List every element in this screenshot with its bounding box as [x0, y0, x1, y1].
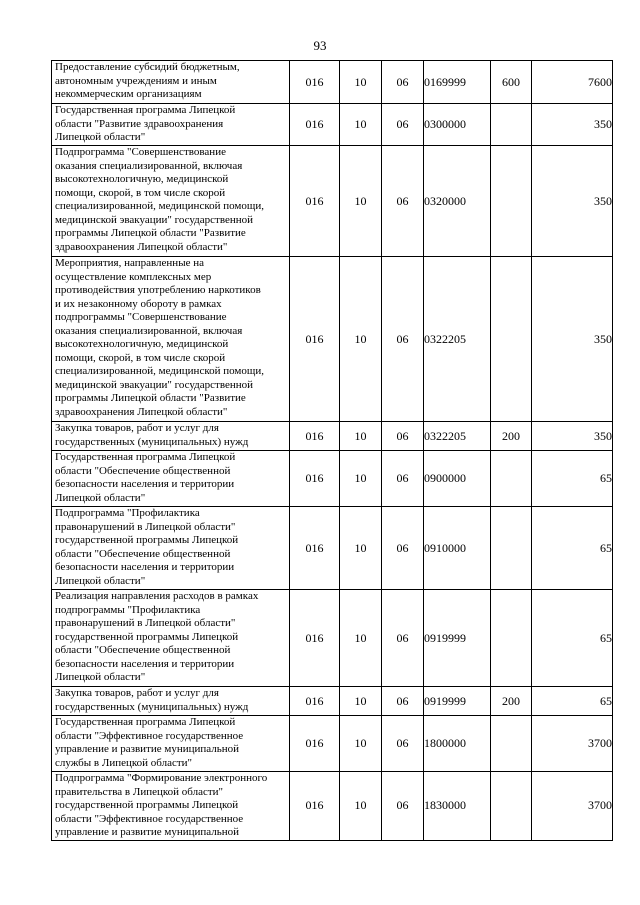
description-line: помощи, скорой, в том числе скорой — [55, 186, 226, 199]
expense-type-cell — [491, 146, 532, 257]
description-line: области "Обеспечение общественной — [55, 644, 231, 656]
table-row — [52, 590, 613, 687]
description-line: Подпрограмма "Профилактика — [55, 507, 200, 519]
description-line: безопасности населения и территории — [55, 561, 235, 573]
section-code-cell: 10 — [340, 772, 382, 841]
description-line: службы в Липецкой области" — [55, 756, 193, 769]
description-line: оказания специализированной, включая — [55, 324, 243, 337]
description-line: автономным учреждениям и иным — [55, 74, 217, 87]
description-line: управление и развитие муниципальной — [55, 826, 240, 838]
amount-cell: 3700 — [532, 772, 613, 841]
amount-cell: 65 — [532, 590, 613, 687]
subsection-code-cell: 06 — [382, 507, 424, 590]
target-article-cell: 0910000 — [424, 507, 491, 590]
target-article-cell: 1830000 — [424, 772, 491, 841]
amount-cell: 350 — [532, 257, 613, 422]
subsection-code-cell: 06 — [382, 61, 424, 104]
table-row — [52, 507, 613, 590]
description-line: Подпрограмма "Совершенствование — [55, 146, 226, 158]
description-line: подпрограммы "Профилактика — [55, 603, 201, 616]
ministry-code-cell: 016 — [290, 716, 340, 772]
amount-cell: 3700 — [532, 716, 613, 772]
target-article-cell: 1800000 — [424, 716, 491, 772]
description-line: Предоставление субсидий бюджетным, — [55, 61, 240, 73]
subsection-code-cell: 06 — [382, 716, 424, 772]
section-code-cell: 10 — [340, 687, 382, 716]
description-line: медицинской эвакуации" государственной — [55, 378, 254, 391]
description-line: государственной программы Липецкой — [55, 799, 239, 811]
subsection-code-cell: 06 — [382, 451, 424, 507]
description-line: помощи, скорой, в том числе скорой — [55, 351, 226, 364]
amount-cell: 65 — [532, 451, 613, 507]
description-line: специализированной, медицинской помощи, — [55, 200, 264, 212]
table-row — [52, 104, 613, 146]
description-line: противодействия употреблению наркотиков — [55, 284, 261, 296]
expense-type-cell — [491, 451, 532, 507]
section-code-cell: 10 — [340, 422, 382, 451]
subsection-code-cell: 06 — [382, 687, 424, 716]
amount-cell: 350 — [532, 146, 613, 257]
description-cell — [52, 146, 290, 257]
table-row — [52, 772, 613, 841]
target-article-cell: 0169999 — [424, 61, 491, 104]
description-line: Липецкой области" — [55, 131, 146, 143]
description-line: подпрограммы "Совершенствование — [55, 311, 227, 323]
expense-type-cell — [491, 590, 532, 687]
description-line: здравоохранения Липецкой области" — [55, 405, 228, 418]
expense-type-cell: 200 — [491, 687, 532, 716]
description-cell — [52, 422, 290, 451]
subsection-code-cell: 06 — [382, 146, 424, 257]
expense-type-cell — [491, 716, 532, 772]
description-line: Реализация направления расходов в рамках — [55, 590, 259, 602]
target-article-cell: 0900000 — [424, 451, 491, 507]
description-line: высокотехнологичную, медицинской — [55, 338, 229, 350]
description-line: области "Эффективное государственное — [55, 729, 244, 742]
description-line: программы Липецкой области "Развитие — [55, 227, 246, 239]
description-line: области "Обеспечение общественной — [55, 547, 231, 560]
description-line: правонарушений в Липецкой области" — [55, 617, 236, 629]
ministry-code-cell: 016 — [290, 772, 340, 841]
page-number: 93 — [313, 38, 327, 53]
ministry-code-cell: 016 — [290, 687, 340, 716]
target-article-cell: 0919999 — [424, 687, 491, 716]
expense-type-cell: 600 — [491, 61, 532, 104]
table-row — [52, 146, 613, 257]
description-cell — [52, 772, 290, 841]
section-code-cell: 10 — [340, 104, 382, 146]
description-line: области "Развитие здравоохранения — [55, 117, 224, 130]
description-line: безопасности населения и территории — [55, 657, 235, 670]
ministry-code-cell: 016 — [290, 422, 340, 451]
description-cell — [52, 104, 290, 146]
amount-cell: 65 — [532, 507, 613, 590]
description-cell — [52, 716, 290, 772]
expense-type-cell — [491, 772, 532, 841]
subsection-code-cell: 06 — [382, 104, 424, 146]
description-line: области "Обеспечение общественной — [55, 464, 231, 477]
description-line: некоммерческим организациям — [55, 88, 202, 100]
target-article-cell: 0919999 — [424, 590, 491, 687]
description-line: медицинской эвакуации" государственной — [55, 213, 254, 226]
expense-type-cell — [491, 104, 532, 146]
expense-type-cell — [491, 507, 532, 590]
subsection-code-cell: 06 — [382, 422, 424, 451]
description-line: Мероприятия, направленные на — [55, 257, 204, 269]
description-line: Государственная программа Липецкой — [55, 716, 236, 728]
amount-cell: 65 — [532, 687, 613, 716]
amount-cell: 7600 — [532, 61, 613, 104]
description-line: высокотехнологичную, медицинской — [55, 173, 229, 185]
description-line: Подпрограмма "Формирование электронного — [55, 772, 268, 784]
description-line: правительства в Липецкой области" — [55, 785, 224, 798]
section-code-cell: 10 — [340, 507, 382, 590]
description-line: и их незаконному обороту в рамках — [55, 297, 222, 310]
ministry-code-cell: 016 — [290, 104, 340, 146]
subsection-code-cell: 06 — [382, 772, 424, 841]
table-row — [52, 716, 613, 772]
target-article-cell: 0322205 — [424, 422, 491, 451]
section-code-cell: 10 — [340, 716, 382, 772]
ministry-code-cell: 016 — [290, 61, 340, 104]
description-cell — [52, 507, 290, 590]
description-line: оказания специализированной, включая — [55, 159, 243, 172]
description-line: Государственная программа Липецкой — [55, 104, 236, 116]
description-line: государственных (муниципальных) нужд — [55, 435, 249, 448]
description-cell — [52, 257, 290, 422]
section-code-cell: 10 — [340, 590, 382, 687]
description-line: Закупка товаров, работ и услуг для — [55, 422, 219, 434]
description-line: управление и развитие муниципальной — [55, 743, 240, 755]
subsection-code-cell: 06 — [382, 257, 424, 422]
table-row — [52, 257, 613, 422]
expense-type-cell — [491, 257, 532, 422]
description-line: Липецкой области" — [55, 671, 146, 683]
target-article-cell: 0322205 — [424, 257, 491, 422]
description-line: безопасности населения и территории — [55, 478, 235, 490]
ministry-code-cell: 016 — [290, 507, 340, 590]
subsection-code-cell: 06 — [382, 590, 424, 687]
description-line: здравоохранения Липецкой области" — [55, 240, 228, 253]
ministry-code-cell: 016 — [290, 257, 340, 422]
budget-table — [51, 60, 613, 841]
ministry-code-cell: 016 — [290, 146, 340, 257]
ministry-code-cell: 016 — [290, 451, 340, 507]
description-line: правонарушений в Липецкой области" — [55, 520, 236, 533]
description-cell — [52, 687, 290, 716]
description-cell — [52, 451, 290, 507]
description-line: Государственная программа Липецкой — [55, 451, 236, 463]
section-code-cell: 10 — [340, 257, 382, 422]
description-line: программы Липецкой области "Развитие — [55, 392, 246, 404]
table-row — [52, 422, 613, 451]
description-line: специализированной, медицинской помощи, — [55, 365, 264, 377]
amount-cell: 350 — [532, 104, 613, 146]
target-article-cell: 0320000 — [424, 146, 491, 257]
amount-cell: 350 — [532, 422, 613, 451]
description-line: Липецкой области" — [55, 574, 146, 587]
description-line: государственной программы Липецкой — [55, 534, 239, 546]
table-row — [52, 451, 613, 507]
section-code-cell: 10 — [340, 451, 382, 507]
expense-type-cell: 200 — [491, 422, 532, 451]
description-cell — [52, 61, 290, 104]
table-row — [52, 687, 613, 716]
description-line: государственных (муниципальных) нужд — [55, 700, 249, 713]
description-line: Закупка товаров, работ и услуг для — [55, 687, 219, 699]
section-code-cell: 10 — [340, 61, 382, 104]
description-line: государственной программы Липецкой — [55, 630, 239, 643]
target-article-cell: 0300000 — [424, 104, 491, 146]
ministry-code-cell: 016 — [290, 590, 340, 687]
description-cell — [52, 590, 290, 687]
description-line: Липецкой области" — [55, 491, 146, 504]
table-row — [52, 61, 613, 104]
description-line: области "Эффективное государственное — [55, 812, 244, 825]
description-line: осуществление комплексных мер — [55, 270, 212, 283]
section-code-cell: 10 — [340, 146, 382, 257]
